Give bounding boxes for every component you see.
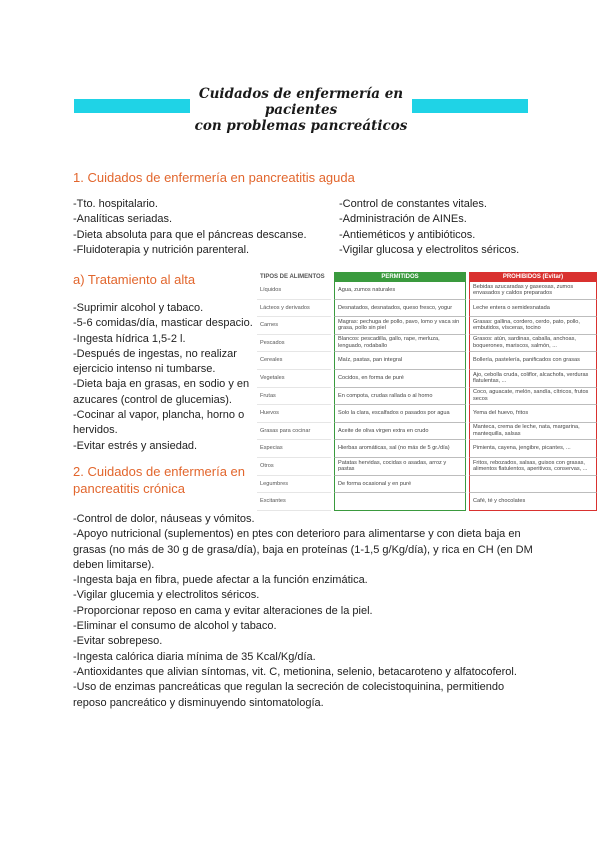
table-row: [257, 282, 597, 300]
diet-table: [254, 272, 600, 511]
diet-permitted: Hierbas aromáticas, sal (no más de 5 gr./día): [334, 440, 466, 458]
list-item: ejercicio intenso ni tumbarse.: [73, 363, 216, 376]
diet-prohibited: Manteca, crema de leche, nata, margarina, mantequilla, salsas: [469, 423, 597, 441]
list-item: -Dieta baja en grasas, en sodio y en: [73, 378, 250, 391]
table-row: [257, 423, 597, 441]
list-item: -Antieméticos y antibióticos.: [339, 228, 476, 241]
table-row: [257, 388, 597, 406]
diet-permitted: [334, 493, 466, 511]
diet-category: Grasas para cocinar: [257, 423, 331, 441]
list-item: -Suprimir alcohol y tabaco.: [73, 302, 204, 314]
table-row: [257, 458, 597, 476]
diet-permitted: Patatas hervidas, cocidas o asadas, arroz y pastas: [334, 458, 466, 476]
list-item: -Control de constantes vitales.: [339, 198, 487, 210]
diet-prohibited: Bebidas azucaradas y gaseosas, zumos envasados y caldos preparados: [469, 282, 597, 300]
table-row: [257, 317, 597, 335]
diet-category: Cereales: [257, 352, 331, 370]
table-row: [257, 370, 597, 388]
diet-category: Otros: [257, 458, 331, 476]
list-item: -Evitar sobrepeso.: [73, 635, 163, 648]
diet-category: Pescados: [257, 335, 331, 353]
list-item: -Administración de AINEs.: [339, 213, 467, 226]
section2-heading-line1: 2. Cuidados de enfermería en: [73, 464, 245, 479]
diet-category: Excitantes: [257, 493, 331, 511]
page-title-line2: con problemas pancreáticos: [194, 118, 408, 134]
list-item: -Antioxidantes que alivian síntomas, vit. C, metionina, selenio, betacaroteno y alfatocoferol.: [73, 665, 517, 678]
table-row: [257, 440, 597, 458]
diet-category: Lácteos y derivados: [257, 300, 331, 318]
diet-category: Especias: [257, 440, 331, 458]
diet-prohibited: Coco, aguacate, melón, sandía, cítricos, frutos secos: [469, 388, 597, 406]
list-item: -Evitar estrés y ansiedad.: [73, 439, 198, 452]
list-item: -Ingesta calórica diaria mínima de 35 Kcal/Kg/día.: [73, 650, 316, 663]
diet-category: Legumbres: [257, 476, 331, 494]
section1-right-list: [339, 197, 519, 258]
diet-prohibited: Grasos: atún, sardinas, caballa, anchoas, boquerones, mariscos, salmón, ...: [469, 335, 597, 353]
list-item: -Apoyo nutricional (suplementos) en ptes con deterioro para alimentarse y con dieta baja en grasas (no más de 30 g de grasa/día), baja en proteínas (1-1,5 g/Kg/día), y rica en CH (en DM deben limitarse).: [73, 528, 533, 571]
list-item: -Dieta absoluta para que el páncreas descanse.: [73, 228, 307, 241]
diet-prohibited: Ajo, cebolla cruda, coliflor, alcachofa, verduras flatulentas, ...: [469, 370, 597, 388]
section-a-list: [73, 301, 253, 454]
diet-permitted: Maíz, pastas, pan integral: [334, 352, 466, 370]
table-row: [257, 493, 597, 511]
table-row: [257, 335, 597, 353]
diet-category: Carnes: [257, 317, 331, 335]
section1-left-list: [73, 197, 307, 258]
page-title-line1: Cuidados de enfermería en pacientes: [198, 86, 404, 118]
diet-header-prohibited: PROHIBIDOS (Evitar): [469, 272, 597, 282]
diet-category: Vegetales: [257, 370, 331, 388]
list-item: -Vigilar glucosa y electrolitos séricos.: [339, 243, 520, 256]
diet-permitted: Solo la clara, escalfados o pasados por agua: [334, 405, 466, 423]
diet-prohibited: Yema del huevo, fritos: [469, 405, 597, 423]
section2-heading: [73, 463, 245, 497]
diet-prohibited: Fritos, rebozados, salsas, guisos con grasas, alimentos flatulentos, aperitivos, conservas, ...: [469, 458, 597, 476]
diet-permitted: Blancos: pescadilla, gallo, rape, merluza, lenguado, rodaballo: [334, 335, 466, 353]
diet-permitted: Aceite de oliva virgen extra en crudo: [334, 423, 466, 441]
diet-prohibited: Leche entera o semidesnatada: [469, 300, 597, 318]
list-item: -Eliminar el consumo de alcohol y tabaco.: [73, 620, 277, 633]
list-item: -Ingesta hídrica 1,5-2 l.: [73, 332, 186, 345]
diet-category: Frutas: [257, 388, 331, 406]
list-item: -Tto. hospitalario.: [73, 198, 158, 210]
list-item: hervidos.: [73, 424, 118, 437]
section1-heading: 1. Cuidados de enfermería en pancreatitis aguda: [73, 170, 355, 185]
list-item: -Analíticas seriadas.: [73, 213, 173, 226]
section2-list: [73, 512, 535, 711]
list-item: -5-6 comidas/día, masticar despacio.: [73, 317, 253, 330]
diet-prohibited: Pimienta, cayena, jengibre, picantes, ...: [469, 440, 597, 458]
list-item: -Vigilar glucemia y electrolitos séricos.: [73, 589, 260, 602]
page-title: [170, 86, 432, 134]
list-item: -Control de dolor, náuseas y vómitos.: [73, 513, 255, 525]
list-item: -Cocinar al vapor, plancha, horno o: [73, 409, 245, 422]
diet-prohibited: Grasas: gallina, cordero, cerdo, pato, pollo, embutidos, vísceras, tocino: [469, 317, 597, 335]
table-row: [257, 352, 597, 370]
diet-prohibited: Café, té y chocolates: [469, 493, 597, 511]
list-item: -Después de ingestas, no realizar: [73, 347, 237, 360]
diet-header-category: TIPOS DE ALIMENTOS: [260, 273, 325, 280]
section2-heading-line2: pancreatitis crónica: [73, 481, 185, 496]
section-a-heading: a) Tratamiento al alta: [73, 272, 196, 287]
table-row: [257, 405, 597, 423]
list-item: -Uso de enzimas pancreáticas que regulan la secreción de colecistoquinina, permitiendo reposo pancreático y disminuyendo sintomatología.: [73, 681, 505, 709]
list-item: -Fluidoterapia y nutrición parenteral.: [73, 243, 250, 256]
table-row: [257, 300, 597, 318]
diet-permitted: De forma ocasional y en puré: [334, 476, 466, 494]
diet-category: Huevos: [257, 405, 331, 423]
list-item: -Ingesta baja en fibra, puede afectar a la función enzimática.: [73, 574, 368, 587]
diet-permitted: Desnatados, desnatados, queso fresco, yogur: [334, 300, 466, 318]
list-item: -Proporcionar reposo en cama y evitar alteraciones de la piel.: [73, 604, 373, 617]
diet-header-permitted: PERMITIDOS: [334, 272, 466, 282]
table-row: [257, 476, 597, 494]
diet-prohibited: [469, 476, 597, 494]
diet-permitted: En compota, crudas rallada o al horno: [334, 388, 466, 406]
diet-permitted: Cocidos, en forma de puré: [334, 370, 466, 388]
list-item: azucares (control de glucemias).: [73, 393, 232, 406]
diet-permitted: Magras: pechuga de pollo, pavo, lomo y vaca sin grasa, pollo sin piel: [334, 317, 466, 335]
diet-category: Líquidos: [257, 282, 331, 300]
diet-permitted: Agua, zumos naturales: [334, 282, 466, 300]
diet-prohibited: Bollería, pastelería, panificados con grasas: [469, 352, 597, 370]
